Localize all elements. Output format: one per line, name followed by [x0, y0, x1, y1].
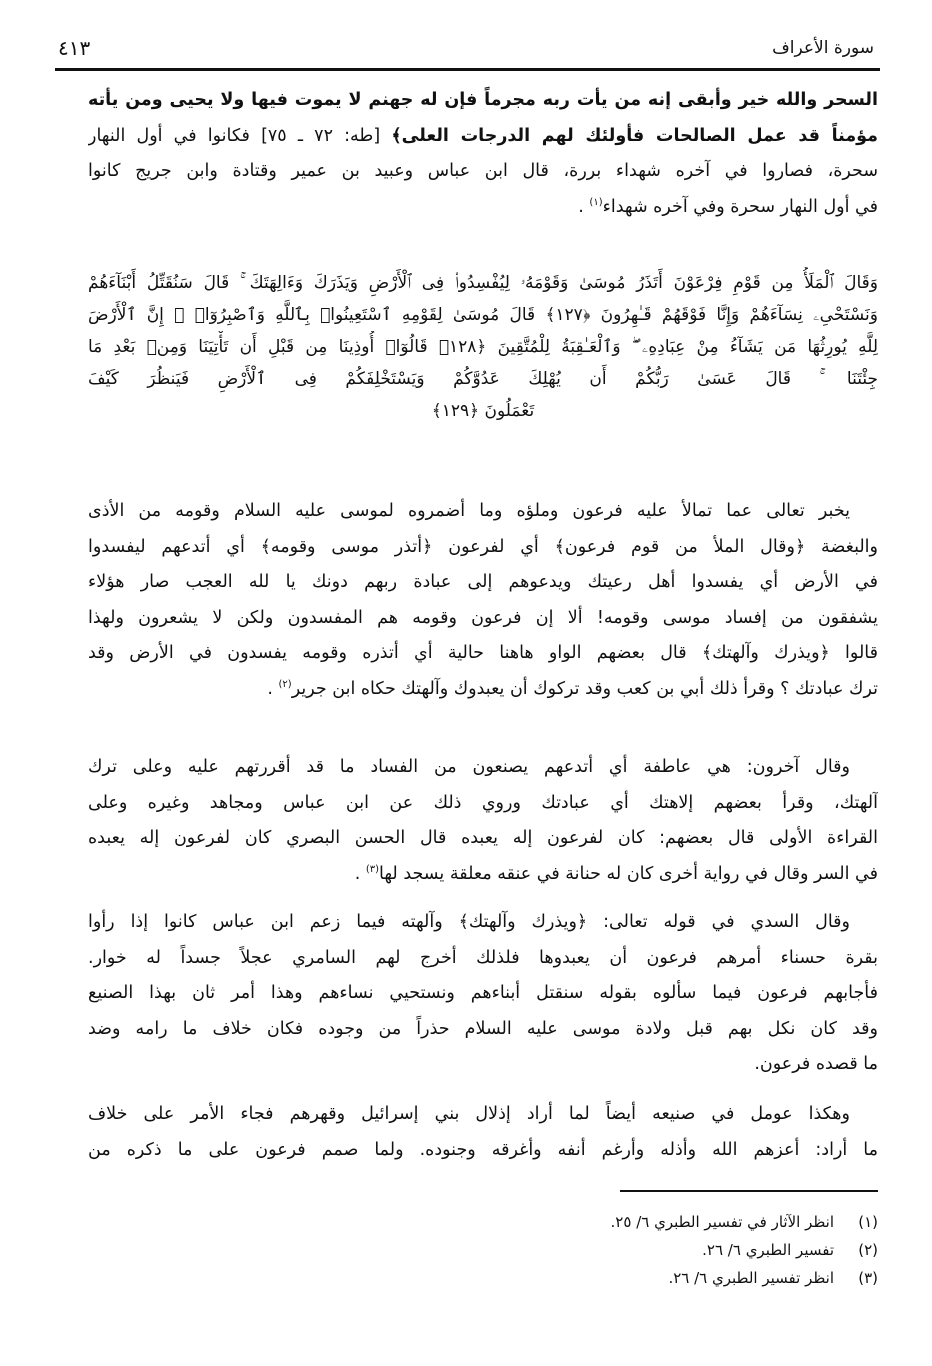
text-line	[88, 1097, 878, 1133]
footnote-text: تفسير الطبري ٦/ ٢٦.	[702, 1241, 834, 1259]
line-text: جِئْتَنَا ۚ قَالَ عَسَىٰ رَبُّكُمْ أَن يُهْلِكَ عَدُوَّكُمْ وَيَسْتَخْلِفَكُمْ فِى ٱلْأَرْضِ فَيَنظُرَ كَيْفَ	[88, 369, 878, 389]
line-text: وَنَسْتَحْىِۦ نِسَآءَهُمْ وَإِنَّا فَوْقَهُمْ قَـٰهِرُونَ ﴿١٢٧﴾ قَالَ مُوسَىٰ لِقَوْمِهِ ٱسْتَعِينُوا۟ بِٱللَّهِ وَٱصْبِرُوٓا۟ ۖ إِنَّ ٱلْأَرْضَ	[88, 305, 878, 325]
text-line	[88, 530, 878, 566]
footnote-text: انظر الآثار في تفسير الطبري ٦/ ٢٥.	[610, 1213, 834, 1231]
paragraph	[88, 83, 878, 225]
line-text: وَقَالَ ٱلْمَلَأُ مِن قَوْمِ فِرْعَوْنَ أَتَذَرُ مُوسَىٰ وَقَوْمَهُۥ لِيُفْسِدُوا۟ فِى ٱلْأَرْضِ وَيَذَرَكَ وَءَالِهَتَكَ ۚ قَالَ سَنُقَتِّلُ أَبْنَآءَهُمْ	[88, 273, 878, 293]
paragraph	[88, 905, 878, 1083]
text-line	[88, 750, 878, 786]
line-text: لِلَّهِ يُورِثُهَا مَن يَشَآءُ مِنْ عِبَادِهِۦ ۖ وَٱلْعَـٰقِبَةُ لِلْمُتَّقِينَ ﴿١٢٨﴾ قَالُوٓا۟ أُوذِينَا مِن قَبْلِ أَن تَأْتِيَنَا وَمِنۢ بَعْدِ مَا	[88, 337, 878, 357]
line-text: وقد كان نكل بهم قبل ولادة موسى عليه السلام حذراً من وجوده فكان خلاف ما رامه وضد	[88, 1018, 878, 1039]
surah-title: سورة الأعراف	[772, 38, 874, 58]
text-line	[88, 363, 878, 395]
text-line	[88, 905, 878, 941]
text-line	[88, 821, 878, 857]
line-text: ترك عبادتك ؟ وقرأ ذلك أبي بن كعب وقد تركوك أن يعبدوك وآلهتك حكاه ابن جرير	[291, 678, 878, 699]
footnote-number: (١)	[858, 1213, 878, 1231]
footnote-rule	[620, 1190, 878, 1192]
footnote	[611, 1208, 878, 1236]
text-line	[88, 494, 878, 530]
text-line	[88, 190, 878, 226]
text-line	[88, 267, 878, 299]
text-line	[88, 1133, 878, 1169]
bold-text: مؤمناً قد عمل الصالحات فأولئك لهم الدرجات العلى﴾	[391, 125, 878, 146]
text-line	[88, 672, 878, 708]
footnote	[668, 1264, 878, 1292]
line-text: تَعْمَلُونَ ﴿١٢٩﴾	[431, 401, 535, 421]
line-text: آلهتك، وقرأ بعضهم إلاهتك أي عبادتك وروي ذلك عن ابن عباس ومجاهد وغيره وعلى	[88, 792, 878, 813]
text-line	[88, 299, 878, 331]
footnote-ref: (٢)	[278, 679, 292, 691]
line-text: وقال السدي في قوله تعالى: ﴿ويذرك وآلهتك﴾ وآلهته فيما زعم ابن عباس كانوا إذا رأوا	[88, 912, 850, 932]
line-text: وقال آخرون: هي عاطفة أي أتدعهم يصنعون من الفساد ما قد أقررتهم عليه وعلى ترك	[88, 757, 850, 777]
line-text: يشفقون من إفساد موسى وقومه! ألا إن فرعون وقومه هم المفسدون ولكن لا يشعرون ولهذا	[88, 607, 878, 628]
line-text: وهكذا عومل في صنيعه أيضاً لما أراد إذلال بني إسرائيل وقهرهم فجاء الأمر على خلاف	[88, 1104, 850, 1124]
line-text: [طه: ٧٢ ـ ٧٥] فكانوا في أول النهار	[88, 125, 392, 146]
line-text: يخبر تعالى عما تمالأ عليه فرعون وملؤه وما أضمروه لموسى عليه السلام وقومه من الأذى	[88, 501, 850, 521]
text-line	[88, 395, 878, 427]
text-line	[88, 1012, 878, 1048]
paragraph	[88, 1097, 878, 1168]
text-line	[88, 636, 878, 672]
line-text: ما أراد: أعزهم الله وأذله وأرغم أنفه وأغرقه وجنوده. ولما صمم فرعون على ما ذكره من	[88, 1139, 878, 1160]
text-line	[88, 331, 878, 363]
text-line	[88, 601, 878, 637]
text-line	[88, 941, 878, 977]
quran-verse-block	[88, 267, 878, 427]
line-text: قالوا ﴿ويذرك وآلهتك﴾ قال بعضهم الواو هاهنا حالية أي أتذره وقومه يفسدون في الأرض وقد	[88, 643, 878, 664]
line-text: في الأرض أي يفسدوا أهل رعيتك ويدعوهم إلى عبادة ربهم دونك يا لله العجب صار هؤلاء	[88, 572, 878, 593]
text-line	[88, 976, 878, 1012]
text-line	[88, 565, 878, 601]
line-text: سحرة، فصاروا في آخره شهداء بررة، قال ابن عباس وعبيد بن عمير وقتادة وابن جريج كانوا	[88, 161, 878, 182]
text-line	[88, 786, 878, 822]
text-line	[88, 154, 878, 190]
header-rule	[55, 68, 880, 71]
text-line	[88, 857, 878, 893]
line-end: .	[354, 863, 366, 884]
footnote-ref: (١)	[589, 196, 603, 208]
line-text: بقرة حسناء أمرهم فرعون أن يعبدوها فلذلك أخرج لهم السامري عجلاً جسداً له خوار.	[88, 947, 878, 968]
line-text: القراءة الأولى قال بعضهم: كان لفرعون إله يعبده قال الحسن البصري كان لفرعون إله يعبده	[88, 828, 878, 849]
paragraph	[88, 750, 878, 892]
bold-text: السحر والله خير وأبقى إنه من يأت ربه مجرماً فإن له جهنم لا يموت فيها ولا يحيى ومن يأته	[88, 90, 878, 110]
text-line	[88, 119, 878, 155]
line-end: .	[578, 196, 590, 217]
line-text: ما قصده فرعون.	[754, 1054, 878, 1075]
line-text: والبغضة ﴿وقال الملأ من قوم فرعون﴾ أي لفرعون ﴿أتذر موسى وقومه﴾ أي أتدعهم ليفسدوا	[88, 536, 878, 557]
line-text: في أول النهار سحرة وفي آخره شهداء	[602, 196, 878, 217]
line-text: في السر وقال في رواية أخرى كان له حنانة في عنقه معلقة يسجد لها	[379, 863, 878, 884]
paragraph	[88, 494, 878, 708]
text-line	[88, 83, 878, 119]
page-number: ٤١٣	[58, 36, 91, 60]
line-text: فأجابهم فرعون فيما سألوه بقوله سنقتل أبناءهم ونستحيي نساءهم وهذا أمر ثان بهذا الصنيع	[88, 983, 878, 1004]
text-line	[88, 1047, 878, 1083]
footnote	[702, 1236, 878, 1264]
footnote-number: (٢)	[858, 1241, 878, 1259]
line-end: .	[267, 678, 279, 699]
footnote-number: (٣)	[858, 1269, 878, 1287]
footnote-ref: (٣)	[365, 863, 380, 875]
footnote-text: انظر تفسير الطبري ٦/ ٢٦.	[668, 1269, 834, 1287]
